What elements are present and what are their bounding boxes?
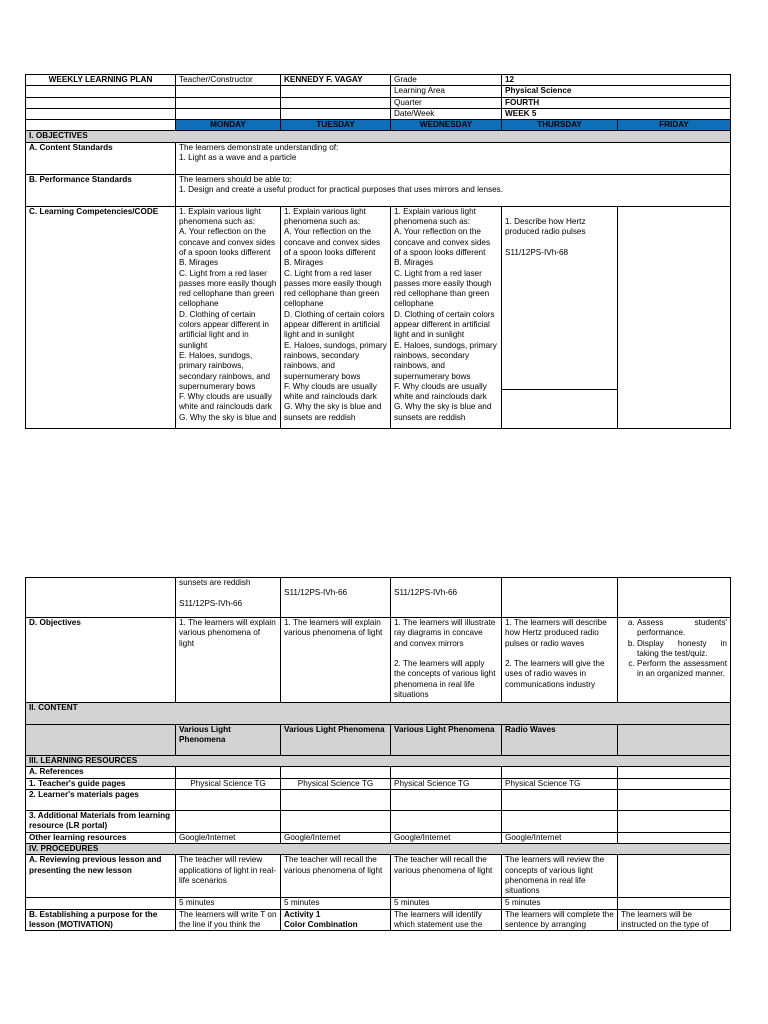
blank-cell xyxy=(502,810,618,832)
other-resources-label: Other learning resources xyxy=(26,832,176,843)
purpose-thursday: The learners will complete the sentence by arranging xyxy=(502,909,618,931)
minutes-tuesday: 5 minutes xyxy=(281,898,391,909)
blank-cell xyxy=(26,86,176,97)
purpose-monday: The learners will write T on the line if you think the xyxy=(176,909,281,931)
date-value: WEEK 5 xyxy=(502,108,731,119)
purpose-tuesday: Activity 1 Color Combination xyxy=(281,909,391,931)
competency-tuesday: 1. Explain various light phenomena such as: A. Your reflection on the concave and convex sides of a spoon looks different B. Mirages C. Light from a red laser passes more easily though red cellophane than green cellophane D. Clothing of certain colors appear different in artificial light and in sunlight E. Haloes, sundogs, primary rainbows, secondary rainbows, and supernumerary bows F. Why clouds are usually white and rainclouds dark G. Why the sky is blue and sunsets are reddish xyxy=(281,206,391,428)
purpose-wednesday: The learners will identify which statement use the xyxy=(391,909,502,931)
list-item: a. Assess students' performance. xyxy=(637,618,727,639)
area-value: Physical Science xyxy=(502,86,731,97)
day-header-thursday: THURSDAY xyxy=(502,120,618,131)
blank-cell xyxy=(26,898,176,909)
objectives-heading: I. OBJECTIVES xyxy=(26,131,731,142)
other-monday: Google/Internet xyxy=(176,832,281,843)
lm-label: 2. Learner's materials pages xyxy=(26,789,176,810)
blank-cell xyxy=(618,855,731,898)
blank-cell xyxy=(26,120,176,131)
blank-cell xyxy=(391,767,502,778)
weekly-plan-table-page2 xyxy=(25,577,731,931)
content-monday: Various Light Phenomena xyxy=(176,725,281,756)
blank-cell xyxy=(176,767,281,778)
review-label: A. Reviewing previous lesson and presenting the new lesson xyxy=(26,855,176,898)
lr-label: 3. Additional Materials from learning resource (LR portal) xyxy=(26,810,176,832)
competency-wednesday: 1. Explain various light phenomena such as: A. Your reflection on the concave and convex sides of a spoon looks different B. Mirages C. Light from a red laser passes more easily though red cellophane than green cellophane D. Clothing of certain colors appear different in artificial light and in sunlight E. Haloes, sundogs, primary rainbows, secondary rainbows, and supernumerary bows F. Why clouds are usually white and rainclouds dark G. Why the sky is blue and sunsets are reddish xyxy=(391,206,502,428)
list-item: c. Perform the assessment in an organized manner. xyxy=(637,659,727,680)
blank-cell xyxy=(176,810,281,832)
quarter-value: FOURTH xyxy=(502,97,731,108)
competency-thursday-text: 1. Describe how Hertz produced radio pulses S11/12PS-IVh-68 xyxy=(502,217,617,390)
blank-cell xyxy=(26,725,176,756)
other-thursday: Google/Internet xyxy=(502,832,618,843)
tg-label: 1. Teacher's guide pages xyxy=(26,778,176,789)
day-header-monday: MONDAY xyxy=(176,120,281,131)
content-heading: II. CONTENT xyxy=(26,703,731,725)
blank-cell xyxy=(176,108,281,119)
blank-cell xyxy=(502,578,618,618)
competency-wednesday-cont: S11/12PS-IVh-66 xyxy=(391,578,502,618)
objective-friday-list xyxy=(621,618,727,680)
minutes-thursday: 5 minutes xyxy=(502,898,618,909)
competency-thursday xyxy=(502,206,618,428)
blank-cell xyxy=(176,789,281,810)
date-label: Date/Week xyxy=(391,108,502,119)
competencies-label: C. Learning Competencies/CODE xyxy=(26,206,176,428)
weekly-plan-table-page1 xyxy=(25,74,731,429)
objective-wednesday: 1. The learners will illustrate ray diagrams in concave and convex mirrors 2. The learners will apply the concepts of various light phenomena in real life situations xyxy=(391,618,502,703)
area-label: Learning Area xyxy=(391,86,502,97)
grade-label: Grade xyxy=(391,75,502,86)
blank-cell xyxy=(281,108,391,119)
blank-cell xyxy=(391,810,502,832)
procedures-heading: IV. PROCEDURES xyxy=(26,844,731,855)
blank-cell xyxy=(618,767,731,778)
list-item: b. Display honesty in taking the test/quiz. xyxy=(637,639,727,660)
objective-monday: 1. The learners will explain various phenomena of light xyxy=(176,618,281,703)
tg-tuesday: Physical Science TG xyxy=(281,778,391,789)
teacher-label: Teacher/Constructor xyxy=(176,75,281,86)
competency-tuesday-cont: S11/12PS-IVh-66 xyxy=(281,578,391,618)
day-header-tuesday: TUESDAY xyxy=(281,120,391,131)
blank-cell xyxy=(618,789,731,810)
blank-cell xyxy=(281,789,391,810)
content-thursday: Radio Waves xyxy=(502,725,618,756)
competency-monday-cont: sunsets are reddish S11/12PS-IVh-66 xyxy=(176,578,281,618)
tg-monday: Physical Science TG xyxy=(176,778,281,789)
blank-cell xyxy=(618,778,731,789)
blank-cell xyxy=(26,97,176,108)
minutes-monday: 5 minutes xyxy=(176,898,281,909)
content-tuesday: Various Light Phenomena xyxy=(281,725,391,756)
blank-cell xyxy=(176,97,281,108)
performance-standards-text: The learners should be able to: 1. Design and create a useful product for practical purposes that uses mirrors and lenses. xyxy=(176,174,731,206)
performance-standards-label: B. Performance Standards xyxy=(26,174,176,206)
content-friday xyxy=(618,725,731,756)
objective-friday xyxy=(618,618,731,703)
content-standards-label: A. Content Standards xyxy=(26,142,176,174)
blank-cell xyxy=(618,810,731,832)
blank-cell xyxy=(281,97,391,108)
tg-wednesday: Physical Science TG xyxy=(391,778,502,789)
blank-cell xyxy=(281,810,391,832)
blank-cell xyxy=(26,578,176,618)
other-wednesday: Google/Internet xyxy=(391,832,502,843)
blank-cell xyxy=(502,789,618,810)
blank-cell xyxy=(26,108,176,119)
blank-cell xyxy=(281,86,391,97)
day-header-friday: FRIDAY xyxy=(618,120,731,131)
blank-cell xyxy=(618,578,731,618)
content-standards-text: The learners demonstrate understanding of: 1. Light as a wave and a particle xyxy=(176,142,731,174)
plan-title: WEEKLY LEARNING PLAN xyxy=(26,75,176,86)
competency-monday: 1. Explain various light phenomena such as: A. Your reflection on the concave and convex sides of a spoon looks different B. Mirages C. Light from a red laser passes more easily though red cellophane than green cellophane D. Clothing of certain colors appear different in artificial light and in sunlight E. Haloes, sundogs, primary rainbows, secondary rainbows, and supernumerary bows F. Why clouds are usually white and rainclouds dark G. Why the sky is blue and xyxy=(176,206,281,428)
blank-cell xyxy=(281,767,391,778)
minutes-wednesday: 5 minutes xyxy=(391,898,502,909)
teacher-name: KENNEDY F. VAGAY xyxy=(281,75,391,86)
objective-thursday: 1. The learners will describe how Hertz produced radio pulses or radio waves 2. The learners will give the uses of radio waves in communications industry xyxy=(502,618,618,703)
content-wednesday: Various Light Phenomena xyxy=(391,725,502,756)
other-tuesday: Google/Internet xyxy=(281,832,391,843)
tg-thursday: Physical Science TG xyxy=(502,778,618,789)
objective-tuesday: 1. The learners will explain various phenomena of light xyxy=(281,618,391,703)
blank-cell xyxy=(502,767,618,778)
competency-friday xyxy=(618,206,731,428)
blank-cell xyxy=(618,832,731,843)
blank-cell xyxy=(618,898,731,909)
purpose-friday: The learners will be instructed on the type of xyxy=(618,909,731,931)
review-monday: The teacher will review applications of light in real-life scenarios xyxy=(176,855,281,898)
day-header-wednesday: WEDNESDAY xyxy=(391,120,502,131)
review-tuesday: The teacher will recall the various phenomena of light xyxy=(281,855,391,898)
blank-cell xyxy=(176,86,281,97)
blank-cell xyxy=(391,789,502,810)
references-label: A. References xyxy=(26,767,176,778)
objectives-label: D. Objectives xyxy=(26,618,176,703)
grade-value: 12 xyxy=(502,75,731,86)
resources-heading: III. LEARNING RESOURCES xyxy=(26,756,731,767)
purpose-label: B. Establishing a purpose for the lesson (MOTIVATION) xyxy=(26,909,176,931)
quarter-label: Quarter xyxy=(391,97,502,108)
review-thursday: The learners will review the concepts of various light phenomena in real life situations xyxy=(502,855,618,898)
review-wednesday: The teacher will recall the various phenomena of light xyxy=(391,855,502,898)
